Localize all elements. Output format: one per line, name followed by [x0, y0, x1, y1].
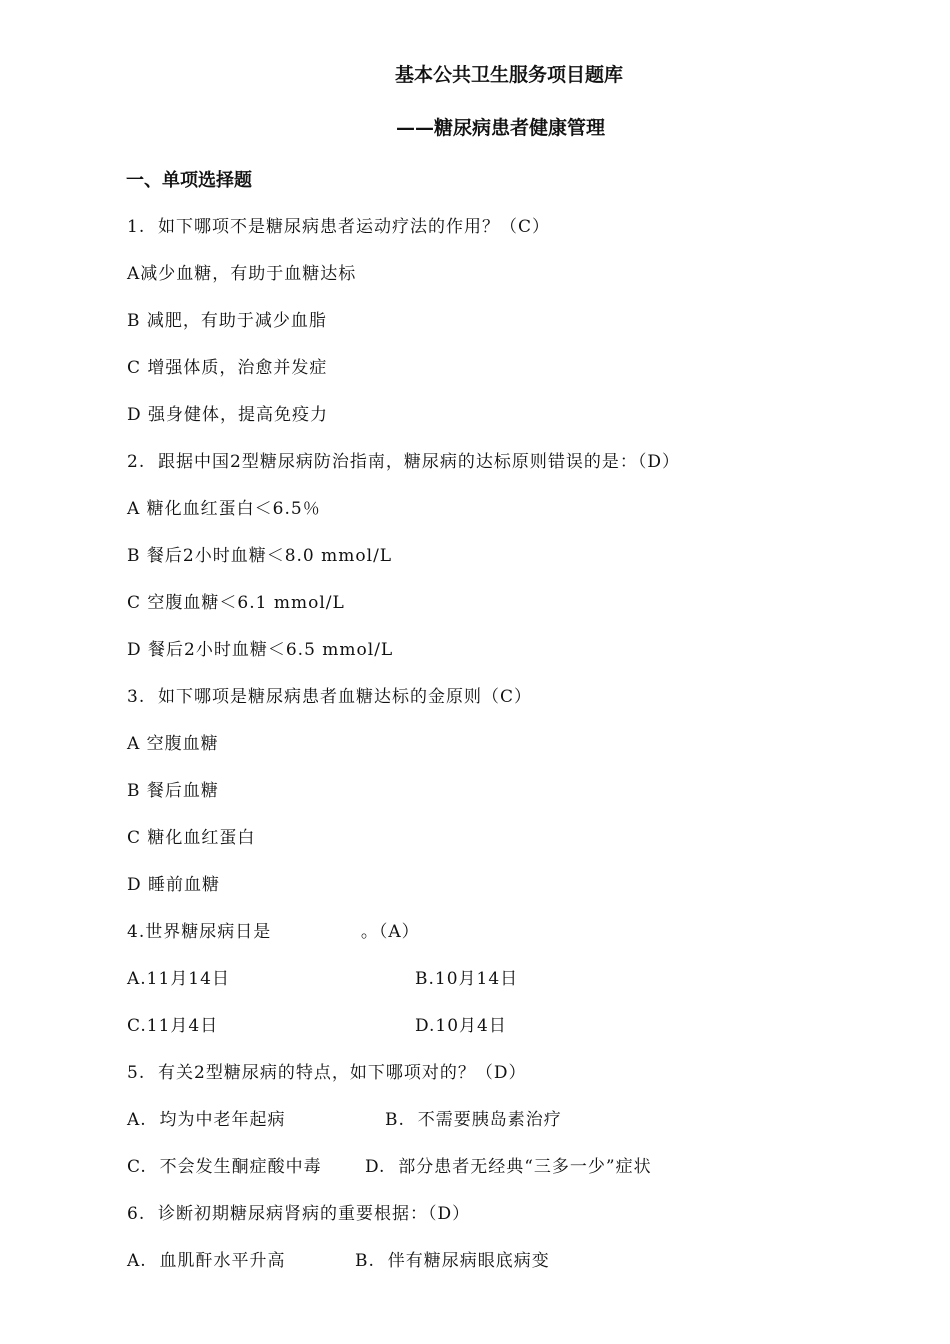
- answer-option: A 糖化血红蛋白＜6.5％: [127, 499, 321, 519]
- answer-option: B 减肥，有助于减少血脂: [127, 311, 327, 331]
- answer-option: C.11月4日: [127, 1016, 219, 1036]
- document-subtitle: ——糖尿病患者健康管理: [396, 117, 606, 139]
- question-stem: 1. 如下哪项不是糖尿病患者运动疗法的作用？（C）: [127, 217, 551, 237]
- question-stem: 6. 诊断初期糖尿病肾病的重要根据：（D）: [127, 1204, 471, 1224]
- answer-option: A减少血糖，有助于血糖达标: [127, 264, 357, 284]
- answer-option: B. 伴有糖尿病眼底病变: [355, 1251, 550, 1271]
- answer-option: B 餐后2小时血糖＜8.0 mmol/L: [127, 546, 393, 566]
- document-title: 基本公共卫生服务项目题库: [395, 64, 624, 86]
- answer-option: A. 血肌酐水平升高: [127, 1251, 286, 1271]
- question-stem: 2. 跟据中国2型糖尿病防治指南，糖尿病的达标原则错误的是：（D）: [127, 452, 680, 472]
- answer-option: B. 不需要胰岛素治疗: [385, 1110, 562, 1130]
- answer-option: D 睡前血糖: [127, 875, 221, 895]
- answer-option: C. 不会发生酮症酸中毒: [127, 1157, 322, 1177]
- answer-option: D 强身健体，提高免疫力: [127, 405, 329, 425]
- question-stem: 5. 有关2型糖尿病的特点，如下哪项对的？（D）: [127, 1063, 527, 1083]
- answer-option: A.11月14日: [127, 969, 230, 989]
- answer-option: D.10月4日: [415, 1016, 507, 1036]
- answer-option: C 空腹血糖＜6.1 mmol/L: [127, 593, 345, 613]
- section-heading: 一、单项选择题: [126, 170, 252, 191]
- answer-option: A 空腹血糖: [127, 734, 219, 754]
- answer-option: C 增强体质，治愈并发症: [127, 358, 328, 378]
- answer-option: B.10月14日: [415, 969, 519, 989]
- question-stem: 3. 如下哪项是糖尿病患者血糖达标的金原则（C）: [127, 687, 533, 707]
- answer-option: A. 均为中老年起病: [127, 1110, 286, 1130]
- answer-option: B 餐后血糖: [127, 781, 219, 801]
- answer-option: C 糖化血红蛋白: [127, 828, 256, 848]
- question-stem: 4.世界糖尿病日是 。（A）: [127, 922, 420, 942]
- answer-option: D. 部分患者无经典“三多一少”症状: [365, 1157, 652, 1177]
- answer-option: D 餐后2小时血糖＜6.5 mmol/L: [127, 640, 394, 660]
